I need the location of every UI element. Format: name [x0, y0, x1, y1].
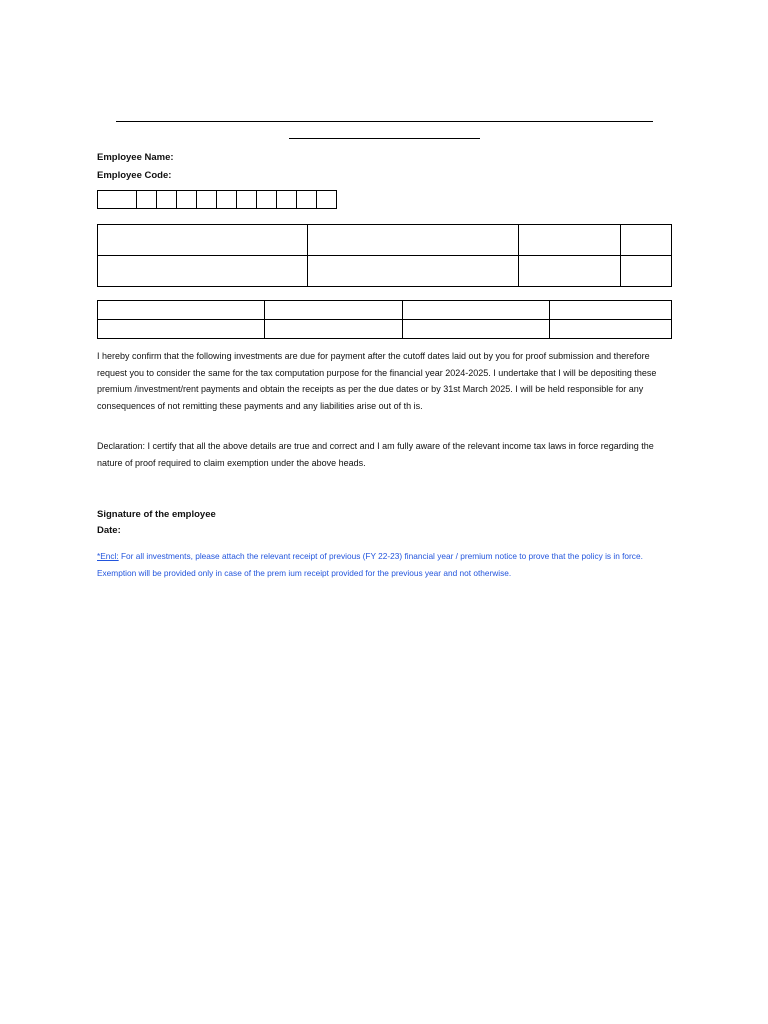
encl-text: For all investments, please attach the relevant receipt of previous (FY 22-23) financial year / premium notice to prove that the policy is in force. Exemption will be provided only in case of the prem ium receipt provided for the previous year and not otherwise. [97, 551, 643, 578]
signature-label: Signature of the employee [97, 509, 216, 520]
code-box[interactable] [296, 190, 317, 209]
details-table [97, 224, 672, 287]
subtitle-line [289, 138, 480, 139]
table-cell[interactable] [550, 320, 672, 339]
investment-table [97, 300, 672, 339]
table-cell[interactable] [265, 301, 403, 320]
employee-code-boxes [97, 190, 337, 209]
table-cell[interactable] [621, 256, 672, 287]
table-cell[interactable] [621, 225, 672, 256]
table-cell[interactable] [308, 256, 519, 287]
date-label: Date: [97, 525, 121, 536]
title-line [116, 121, 653, 122]
table-row [98, 225, 672, 256]
table-row [98, 301, 672, 320]
table-cell[interactable] [98, 225, 308, 256]
declaration-paragraph: Declaration: I certify that all the above details are true and correct and I am fully aware of the relevant income tax laws in force regarding the nature of proof required to claim exemption under the above heads. [97, 441, 654, 468]
employee-code-label: Employee Code: [97, 170, 172, 181]
table-cell[interactable] [519, 256, 621, 287]
code-box[interactable] [236, 190, 257, 209]
table-cell[interactable] [98, 320, 265, 339]
table-cell[interactable] [550, 301, 672, 320]
code-box[interactable] [316, 190, 337, 209]
code-box[interactable] [276, 190, 297, 209]
code-box[interactable] [136, 190, 157, 209]
code-box[interactable] [156, 190, 177, 209]
code-box[interactable] [216, 190, 237, 209]
encl-label: *Encl: [97, 551, 119, 561]
employee-name-label: Employee Name: [97, 152, 174, 163]
confirmation-paragraph: I hereby confirm that the following investments are due for payment after the cutoff dates laid out by you for proof submission and therefore request you to consider the same for the tax computation purpose for the financial year 2024-2025. I undertake that I will be depositing these premium /investment/rent payments and obtain the receipts as per the due dates or by 31st March 2025. I will be held responsible for any consequences of not remitting these payments and any liabilities arise out of th is. [97, 351, 657, 411]
code-box[interactable] [97, 190, 137, 209]
code-box[interactable] [256, 190, 277, 209]
table-cell[interactable] [519, 225, 621, 256]
table-cell[interactable] [403, 320, 550, 339]
table-row [98, 256, 672, 287]
code-box[interactable] [196, 190, 217, 209]
table-cell[interactable] [265, 320, 403, 339]
table-row [98, 320, 672, 339]
table-cell[interactable] [98, 256, 308, 287]
enclosure-note [97, 548, 677, 581]
table-cell[interactable] [98, 301, 265, 320]
table-cell[interactable] [403, 301, 550, 320]
code-box[interactable] [176, 190, 197, 209]
table-cell[interactable] [308, 225, 519, 256]
